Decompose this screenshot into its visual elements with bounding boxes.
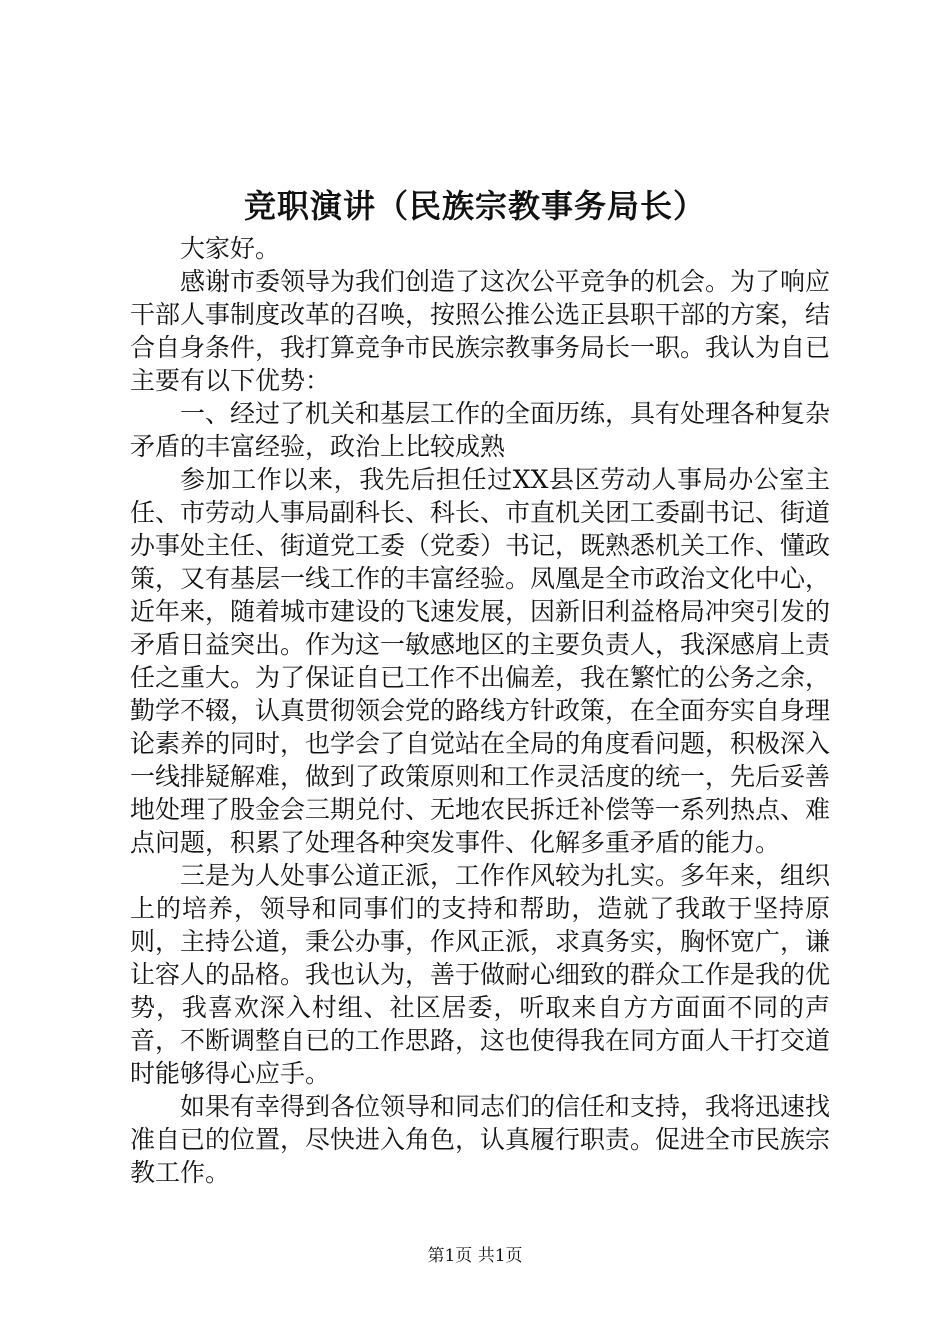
paragraph-experience: 参加工作以来，我先后担任过XX县区劳动人事局办公室主任、市劳动人事局副科长、科长、市直机关团工委副书记、街道办事处主任、街道党工委（党委）书记，既熟悉机关工作、懂政策，又有基层一线工作的丰富经验。凤凰是全市政治文化中心，近年来，随着城市建设的飞速发展，因新旧利益格局冲突引发的矛盾日益突出。作为这一敏感地区的主要负责人，我深感肩上责任之重大。为了保证自已工作不出偏差，我在繁忙的公务之余，勤学不辍，认真贯彻领会党的路线方针政策，在全面夯实自身理论素养的同时，也学会了自觉站在全局的角度看问题，积极深入一线排疑解难，做到了政策原则和工作灵活度的统一，先后妥善地处理了股金会三期兑付、无地农民拆迁补偿等一系列热点、难点问题，积累了处理各种突发事件、化解多重矛盾的能力。: [130, 465, 831, 857]
paragraph-closing: 如果有幸得到各位领导和同志们的信任和支持，我将迅速找准自已的位置，尽快进入角色，认真履行职责。促进全市民族宗教工作。: [130, 1092, 831, 1187]
paragraph-point-three: 三是为人处事公道正派，工作作风较为扎实。多年来，组织上的培养，领导和同事们的支持和帮助，造就了我敢于坚持原则，主持公道，秉公办事，作风正派，求真务实，胸怀宽广，谦让容人的品格。我也认为，善于做耐心细致的群众工作是我的优势，我喜欢深入村组、社区居委，听取来自方方面面不同的声音，不断调整自已的工作思路，这也使得我在同方面人干打交道时能够得心应手。: [130, 861, 831, 1088]
paragraph-greeting: 大家好。: [180, 234, 281, 263]
document-title: 竞职演讲（民族宗教事务局长）: [243, 187, 706, 225]
paragraph-intro: 感谢市委领导为我们创造了这次公平竞争的机会。为了响应干部人事制度改革的召唤，按照公推公选正县职干部的方案，结合自身条件，我打算竞争市民族宗教事务局长一职。我认为自已主要有以下优势：: [130, 267, 831, 395]
page-footer: 第1页 共1页: [427, 1246, 523, 1266]
paragraph-point-one: 一、经过了机关和基层工作的全面历练，具有处理各种复杂矛盾的丰富经验，政治上比较成熟: [130, 399, 831, 461]
document-body: [130, 232, 830, 1189]
